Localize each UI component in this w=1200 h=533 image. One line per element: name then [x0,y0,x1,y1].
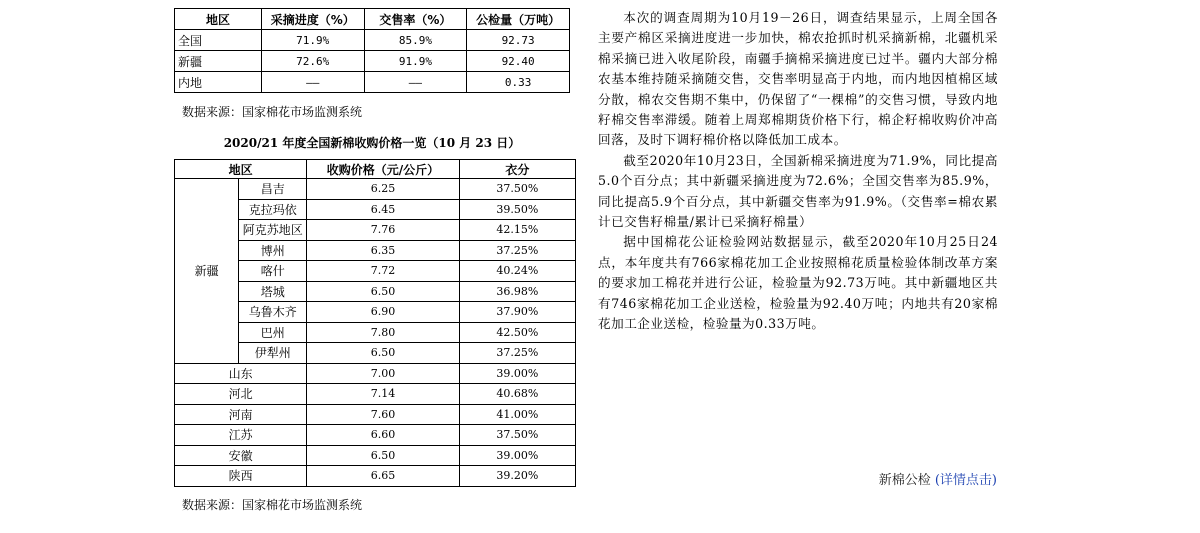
cell-price: 6.60 [307,425,459,446]
cell-city: 塔城 [239,281,307,302]
header-lint: 衣分 [459,160,575,179]
cell-lint: 37.25% [459,240,575,261]
cell-price: 6.25 [307,179,459,200]
table-row [175,425,576,446]
cell-city: 喀什 [239,261,307,282]
table-row [175,30,570,51]
cell-region: 安徽 [175,445,307,466]
cell-progress: 71.9% [261,30,364,51]
table2-source: 数据来源：国家棉花市场监测系统 [182,498,363,512]
cell-region: 河南 [175,404,307,425]
footer-label: 新棉公检 [878,473,931,488]
table-row [175,466,576,487]
table-row [175,404,576,425]
price-table-body [175,179,576,487]
cell-region: 内地 [175,72,262,93]
cell-sale-rate: 91.9% [364,51,467,72]
table-row [175,445,576,466]
header-region: 地区 [175,160,307,179]
article-paragraph: 本次的调查周期为10月19－26日，调查结果显示，上周全国各主要产棉区采摘进度进一步加快，棉农抢抓时机采摘新棉，北疆机采棉采摘已进入收尾阶段，南疆手摘棉采摘进度已过半。疆内大部分棉农基本维持随采摘随交售，交售率明显高于内地，而内地因植棉区域分散，棉农交售期不集中，仍保留了“一棵棉”的交售习惯，导致内地籽棉交售率滞缓。随着上周郑棉期货价格下行，棉企籽棉收购价冲高回落，及时下调籽棉价格以降低加工成本。 [598,10,998,148]
cell-region: 陕西 [175,466,307,487]
table-header-row [175,9,570,30]
cell-price: 6.50 [307,445,459,466]
table-row [175,72,570,93]
cell-sale-rate: —— [364,72,467,93]
table-row [175,384,576,405]
cell-city: 阿克苏地区 [239,220,307,241]
table-header-row [175,160,576,179]
cell-lint: 39.20% [459,466,575,487]
cell-progress: —— [261,72,364,93]
cell-region: 山东 [175,363,307,384]
cell-lint: 37.50% [459,425,575,446]
cell-lint: 39.00% [459,363,575,384]
cell-price: 6.50 [307,281,459,302]
cell-city: 昌吉 [239,179,307,200]
table1-source: 数据来源：国家棉花市场监测系统 [182,105,363,119]
cell-city: 博州 [239,240,307,261]
cell-city: 克拉玛依 [239,199,307,220]
cell-price: 7.14 [307,384,459,405]
header-region: 地区 [175,9,262,30]
cell-region: 新疆 [175,51,262,72]
cell-region: 江苏 [175,425,307,446]
cell-inspection: 92.40 [467,51,570,72]
cell-lint: 36.98% [459,281,575,302]
cell-inspection: 92.73 [467,30,570,51]
cell-price: 6.35 [307,240,459,261]
cell-price: 7.60 [307,404,459,425]
cell-price: 6.90 [307,302,459,323]
cell-lint: 40.68% [459,384,575,405]
article-body [598,8,998,335]
cell-city: 乌鲁木齐 [239,302,307,323]
cell-price: 6.65 [307,466,459,487]
header-price: 收购价格（元/公斤） [307,160,459,179]
cell-sale-rate: 85.9% [364,30,467,51]
article-footer [879,469,997,488]
cell-region: 全国 [175,30,262,51]
header-sale-rate: 交售率（%） [364,9,467,30]
header-inspection: 公检量（万吨） [467,9,570,30]
table-row [175,51,570,72]
price-table-title: 2020/21 年度全国新棉收购价格一览（10 月 23 日） [223,136,521,150]
detail-link[interactable]: (详情点击) [934,473,997,488]
cell-lint: 40.24% [459,261,575,282]
article-paragraph: 据中国棉花公证检验网站数据显示，截至2020年10月25日24点，本年度共有766家棉花加工企业按照棉花质量检验体制改革方案的要求加工棉花并进行公证，检验量为92.73万吨。其中新疆地区共有746家棉花加工企业送检，检验量为92.40万吨；内地共有20家棉花加工企业送检，检验量为0.33万吨。 [598,234,998,332]
cell-lint: 42.15% [459,220,575,241]
cell-lint: 37.50% [459,179,575,200]
cell-lint: 39.00% [459,445,575,466]
cell-region: 河北 [175,384,307,405]
header-progress: 采摘进度（%） [261,9,364,30]
cell-price: 7.72 [307,261,459,282]
table-row [175,363,576,384]
cell-price: 6.45 [307,199,459,220]
cell-city: 伊犁州 [239,343,307,364]
cell-city: 巴州 [239,322,307,343]
cell-price: 7.80 [307,322,459,343]
cell-progress: 72.6% [261,51,364,72]
cell-inspection: 0.33 [467,72,570,93]
cotton-progress-table [174,8,570,93]
cotton-price-table [174,159,576,487]
cell-lint: 37.90% [459,302,575,323]
table-row [175,179,576,200]
cell-lint: 42.50% [459,322,575,343]
cell-lint: 37.25% [459,343,575,364]
cell-xinjiang-label: 新疆 [175,179,239,364]
cell-lint: 41.00% [459,404,575,425]
article-paragraph: 截至2020年10月23日，全国新棉采摘进度为71.9%，同比提高5.0个百分点；其中新疆采摘进度为72.6%；全国交售率为85.9%，同比提高5.9个百分点，其中新疆交售率为91.9%。（交售率=棉农累计已交售籽棉量/累计已采摘籽棉量） [598,152,998,230]
cell-price: 7.00 [307,363,459,384]
cell-lint: 39.50% [459,199,575,220]
cell-price: 7.76 [307,220,459,241]
cell-price: 6.50 [307,343,459,364]
